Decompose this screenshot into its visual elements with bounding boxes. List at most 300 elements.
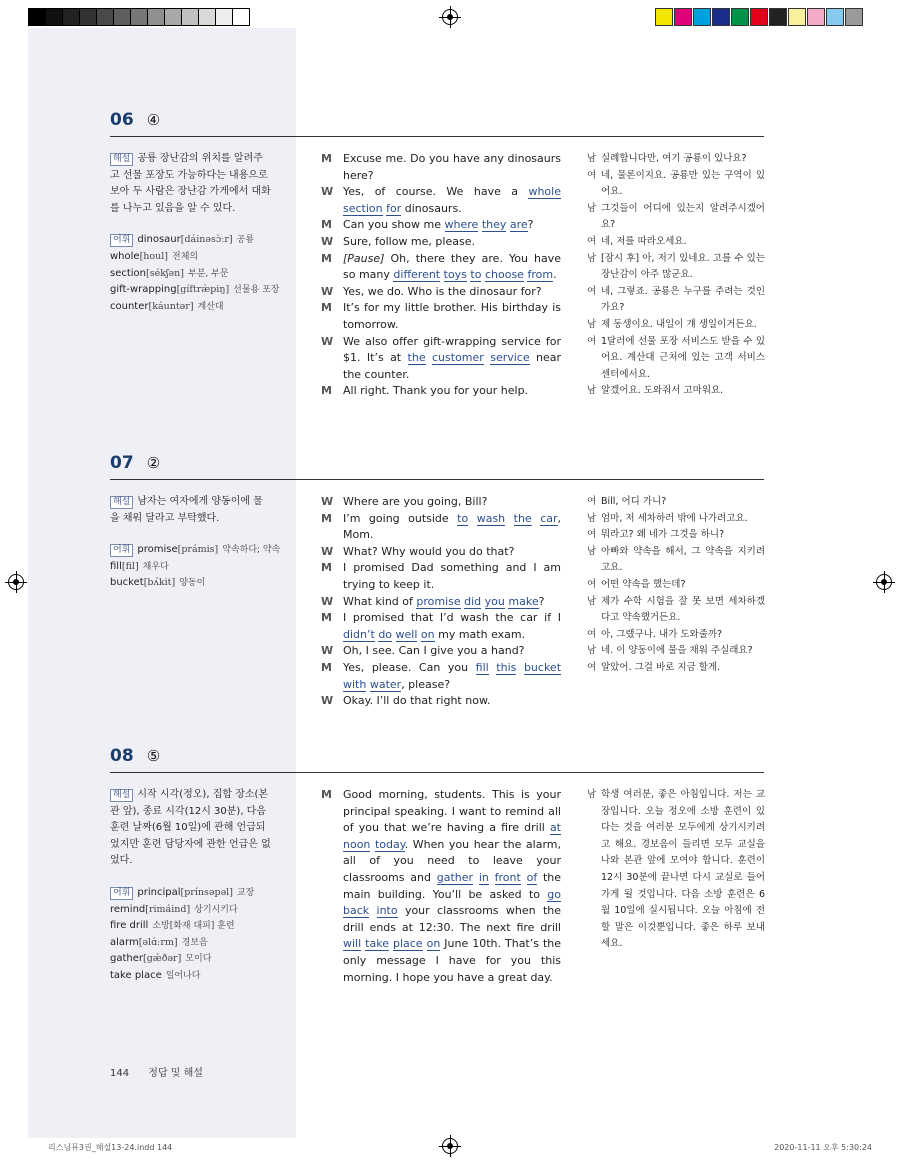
dialog-line <box>321 234 561 251</box>
dialog-fragment <box>468 512 476 525</box>
vocab-pronunciation: [fil] <box>121 560 139 572</box>
translation-line <box>587 511 765 528</box>
speaker-label: M <box>321 152 332 165</box>
dialog-line <box>321 511 561 544</box>
vocab-word: whole <box>110 250 140 262</box>
section-08-notes <box>110 787 272 985</box>
vocab-word: principal <box>137 886 181 898</box>
blank-answer: will <box>343 937 362 951</box>
translation-text: 제가 수학 시험을 잘 못 보면 세차하겠다고 약속했거든요. <box>601 595 765 624</box>
vocab-meaning: 상기시키다 <box>194 904 238 915</box>
section-07-dialog <box>321 494 561 710</box>
dialog-text <box>343 383 561 400</box>
translation-text: 어떤 약속을 했는데? <box>601 578 686 590</box>
gray-swatch <box>96 8 114 26</box>
vocab-word: counter <box>110 300 149 312</box>
dialog-fragment: Oh, I see. Can I give you a hand? <box>343 644 525 658</box>
dialog-fragment: . When you hear the alarm, all of you need to leave your classrooms and <box>343 837 561 884</box>
vocab-meaning: 전체의 <box>172 251 199 262</box>
section-rule <box>110 136 764 137</box>
dialog-fragment <box>369 904 376 917</box>
color-swatch <box>769 8 787 26</box>
vocab-item <box>110 282 280 299</box>
explanation-text: 남자는 여자에게 양동이에 물을 채워 달라고 부탁했다. <box>110 496 263 524</box>
speaker-label: 여 <box>587 169 597 181</box>
section-06-header <box>110 110 764 130</box>
blank-answer: make <box>508 594 539 608</box>
dialog-line <box>321 610 561 643</box>
color-swatch <box>750 8 768 26</box>
dialog-fragment: , please? <box>401 677 451 691</box>
translation-line <box>587 383 765 400</box>
translation-text: 네, 물론이지요. 공룡만 있는 구역이 있어요. <box>601 169 765 198</box>
answer-mark: ⑤ <box>146 747 161 765</box>
dialog-fragment: All right. Thank you for your help. <box>343 384 529 398</box>
blank-answer: toys <box>443 268 467 282</box>
vocab-list <box>110 885 272 985</box>
vocab-item <box>110 902 272 919</box>
blank-answer: to <box>457 511 469 525</box>
question-number: 07 <box>110 453 134 473</box>
blank-answer: did <box>464 594 482 608</box>
dialog-fragment: I’m going outside <box>343 511 458 525</box>
vocab-pronunciation: [prámis] <box>177 544 219 556</box>
vocab-list <box>110 542 281 592</box>
blank-answer: front <box>494 870 521 884</box>
blank-answer: on <box>420 627 435 641</box>
registration-mark-top <box>442 9 458 25</box>
blank-answer: where <box>444 218 479 232</box>
vocab-tag: 어휘 <box>110 234 133 247</box>
dialog-fragment: It’s for my little brother. His birthday is tomorrow. <box>343 301 561 331</box>
dialog-line <box>321 151 561 184</box>
explanation <box>110 494 272 527</box>
blank-answer: well <box>395 627 418 641</box>
blank-answer: fill <box>475 660 489 674</box>
blank-answer: with <box>343 677 367 691</box>
translation-text: Bill, 어디 가니? <box>601 496 667 507</box>
dialog-text <box>343 594 561 611</box>
dialog-line <box>321 300 561 333</box>
blank-answer: back <box>343 904 370 918</box>
translation-text: 알겠어요. 도와줘서 고마워요. <box>601 385 724 397</box>
translation-line <box>587 284 765 317</box>
speaker-label: W <box>321 644 334 658</box>
explanation-text: 시작 시각(정오), 집합 장소(본관 앞), 종료 시각(12시 30분), 다음 훈련 날짜(6월 10일)에 관해 언급되었지만 훈련 담당자에 관한 언급은 없었다. <box>110 789 271 867</box>
dialog-line <box>321 217 561 234</box>
blank-answer: water <box>369 677 402 691</box>
dialog-text <box>343 787 561 986</box>
color-swatch <box>826 8 844 26</box>
translation-text: 아, 그랬구나. 내가 도와줄까? <box>601 628 723 640</box>
vocab-meaning: 약속하다; 약속 <box>222 545 281 556</box>
translation-text: 아빠와 약속을 해서, 그 약속을 지키려고요. <box>601 545 765 574</box>
blank-answer: promise <box>416 594 461 608</box>
dialog-text <box>343 660 561 693</box>
vocab-item <box>110 299 272 316</box>
explanation-text: 공룡 장난감의 위치를 알려주고 선물 포장도 가능하다는 내용으로 보아 두 사람은 장난감 가게에서 대화를 나누고 있음을 알 수 있다. <box>110 153 271 214</box>
blank-answer: into <box>376 904 398 918</box>
vocab-item <box>110 249 272 266</box>
dialog-text <box>343 610 561 643</box>
vocab-pronunciation: [dáinəsɔ̀ːr] <box>180 234 233 246</box>
gray-swatch <box>113 8 131 26</box>
vocab-word: alarm <box>110 936 139 948</box>
speaker-label: 남 <box>587 202 597 214</box>
vocab-pronunciation: [gíftræ̀piŋ] <box>176 284 230 296</box>
translation-text: 제 동생이요. 내일이 걔 생일이거든요. <box>601 318 757 330</box>
section-08-dialog <box>321 787 561 986</box>
vocab-word: section <box>110 267 147 279</box>
speaker-label: 여 <box>587 285 597 297</box>
vocab-tag-line <box>110 232 272 249</box>
stage-direction: [Pause] <box>343 251 385 265</box>
gray-swatch <box>62 8 80 26</box>
translation-text: 네, 그렇죠. 공룡은 누구를 주려는 것인가요? <box>601 285 765 314</box>
speaker-label: 여 <box>587 335 597 347</box>
vocab-item <box>110 951 272 968</box>
dialog-line <box>321 643 561 660</box>
translation-line <box>587 151 765 168</box>
color-swatch <box>655 8 673 26</box>
dialog-fragment: June 10th. That’s the only message I have for you this morning. I hope you have a great day. <box>343 937 562 984</box>
dialog-text <box>343 544 561 561</box>
dialog-line <box>321 494 561 511</box>
dialog-fragment: Good morning, students. This is your principal speaking. I want to remind all of you that we’re having a fire drill <box>343 788 561 835</box>
translation-line <box>587 334 765 384</box>
dialog-fragment <box>505 512 513 525</box>
vocab-pronunciation: [rimáind] <box>145 903 191 915</box>
color-swatch <box>674 8 692 26</box>
dialog-text <box>343 334 561 384</box>
translation-line <box>587 787 765 953</box>
translation-line <box>587 660 765 677</box>
vocab-word: bucket <box>110 577 144 589</box>
dialog-line <box>321 594 561 611</box>
answer-mark: ② <box>146 454 161 472</box>
translation-line <box>587 527 765 544</box>
vocab-meaning: 공룡 <box>236 235 255 246</box>
dialog-fragment <box>489 871 495 884</box>
vocab-pronunciation: [káuntər] <box>148 300 194 312</box>
dialog-line <box>321 383 561 400</box>
speaker-label: 남 <box>587 645 597 657</box>
speaker-label: M <box>321 660 332 674</box>
blank-answer: the <box>513 511 532 525</box>
registration-mark-right <box>876 574 892 590</box>
dialog-fragment: What kind of <box>343 594 417 608</box>
explanation <box>110 787 272 870</box>
dialog-fragment: What? Why would you do that? <box>343 544 515 558</box>
grayscale-color-bar <box>28 8 249 26</box>
vocab-meaning: 양동이 <box>179 578 206 589</box>
section-rule <box>110 479 764 480</box>
translation-text: 그것들이 어디에 있는지 알려주시겠어요? <box>601 202 765 231</box>
speaker-label: W <box>321 594 334 608</box>
dialog-fragment: the main building. You’ll be asked to <box>343 870 562 901</box>
dialog-text <box>343 184 561 217</box>
dialog-fragment: ? <box>538 594 545 608</box>
speaker-label: M <box>321 218 332 232</box>
blank-answer: service <box>490 351 530 365</box>
dialog-fragment: Yes, please. Can you <box>343 660 476 674</box>
dialog-line <box>321 560 561 593</box>
explanation-tag: 해설 <box>110 496 133 509</box>
speaker-label: M <box>321 511 332 525</box>
blank-answer: to <box>470 268 482 282</box>
page-footer-label: 정답 및 해설 <box>148 1068 203 1079</box>
speaker-label: M <box>321 611 332 625</box>
speaker-label: W <box>321 234 334 248</box>
speaker-label: 여 <box>587 628 597 640</box>
speaker-label: 남 <box>587 512 597 524</box>
dialog-text <box>343 300 561 333</box>
answer-mark: ④ <box>146 111 161 129</box>
speaker-label: W <box>321 284 334 298</box>
blank-answer: go <box>547 887 561 901</box>
process-color-bar <box>655 8 864 26</box>
dialog-fragment: . <box>553 268 557 282</box>
dialog-text <box>343 217 561 234</box>
translation-line <box>587 494 765 511</box>
blank-answer: wash <box>476 511 506 525</box>
dialog-fragment <box>521 871 527 884</box>
dialog-line <box>321 284 561 301</box>
blank-answer: noon <box>343 837 371 851</box>
translation-text: 1달러에 선물 포장 서비스도 받을 수 있어요. 계산대 근처에 있는 고객 서비스 센터에서요. <box>601 335 765 380</box>
explanation <box>110 151 272 217</box>
speaker-label: W <box>321 495 334 508</box>
translation-text: 네, 저를 따라오세요. <box>601 235 687 247</box>
blank-answer: didn’t <box>343 627 375 641</box>
vocab-item <box>110 266 272 283</box>
section-06-translation <box>587 151 765 400</box>
dialog-fragment: I promised that I’d wash the car if I <box>343 611 561 625</box>
dialog-fragment: Excuse me. Do you have any dinosaurs here? <box>343 152 561 182</box>
dialog-line <box>321 334 561 384</box>
dialog-fragment: Okay. I’ll do that right now. <box>343 694 491 708</box>
dialog-fragment: near the counter. <box>343 351 562 381</box>
vocab-meaning: 부분, 부문 <box>188 268 229 279</box>
vocab-item <box>110 968 272 985</box>
color-swatch <box>788 8 806 26</box>
speaker-label: M <box>321 384 332 398</box>
translation-text: 네. 이 양동이에 물을 채워 주실래요? <box>601 645 753 657</box>
translation-text: 뭐라고? 왜 네가 그것을 하니? <box>601 529 725 541</box>
print-slug-file: 리스닝뮤3권_해설13-24.indd 144 <box>48 1143 173 1152</box>
dialog-fragment: , Mom. <box>343 511 561 542</box>
speaker-label: 여 <box>587 578 597 590</box>
blank-answer: do <box>378 627 393 641</box>
translation-line <box>587 251 765 284</box>
gray-swatch <box>79 8 97 26</box>
vocab-meaning: 교장 <box>236 887 255 898</box>
section-06-dialog <box>321 151 561 400</box>
vocab-pronunciation: [əlɑ́ːrm] <box>138 936 178 948</box>
gray-swatch <box>45 8 63 26</box>
print-slug-date: 2020-11-11 오후 5:30:24 <box>774 1143 872 1152</box>
vocab-meaning: 경보음 <box>181 937 208 948</box>
blank-answer: on <box>426 937 441 951</box>
color-swatch <box>712 8 730 26</box>
vocab-pronunciation: [houl] <box>139 250 168 262</box>
blank-answer: customer <box>432 351 484 365</box>
section-07-notes <box>110 494 281 592</box>
dialog-text <box>343 643 561 660</box>
color-swatch <box>731 8 749 26</box>
gray-swatch <box>181 8 199 26</box>
gray-swatch <box>215 8 233 26</box>
speaker-label: 남 <box>587 252 597 264</box>
blank-answer: this <box>496 660 517 674</box>
section-08-translation <box>587 787 765 953</box>
translation-text: [잠시 후] 아, 저기 있네요. 고를 수 있는 장난감이 아주 많군요. <box>601 252 765 281</box>
vocab-word: gift-wrapping <box>110 284 177 296</box>
blank-answer: different <box>393 268 441 282</box>
vocab-pronunciation: [gǽðər] <box>143 953 182 965</box>
dialog-text <box>343 560 561 593</box>
dialog-fragment: Oh, there they are. You have so many <box>343 251 561 282</box>
vocab-word: dinosaur <box>137 234 181 246</box>
blank-answer: whole <box>528 185 561 199</box>
dialog-fragment <box>392 628 396 641</box>
dialog-line <box>321 660 561 693</box>
section-06-notes <box>110 151 280 315</box>
vocab-word: gather <box>110 953 143 965</box>
gray-swatch <box>164 8 182 26</box>
blank-answer: take <box>365 937 389 951</box>
vocab-tag-line <box>110 542 281 559</box>
speaker-label: 남 <box>587 789 597 800</box>
dialog-fragment: my math exam. <box>434 627 526 641</box>
translation-text: 엄마, 저 세차하러 밖에 나가려고요. <box>601 512 748 524</box>
dialog-text <box>343 284 561 301</box>
vocab-meaning: 선물용 포장 <box>233 285 280 296</box>
vocab-word: take place <box>110 969 162 981</box>
dialog-line <box>321 544 561 561</box>
blank-answer: at <box>549 821 561 835</box>
blank-answer: from <box>527 268 554 282</box>
dialog-fragment: We also offer gift-wrapping service for $1. It’s at <box>343 334 561 365</box>
translation-line <box>587 643 765 660</box>
translation-line <box>587 544 765 577</box>
section-07-translation <box>587 494 765 677</box>
speaker-label: 남 <box>587 545 597 557</box>
dialog-fragment: Yes, we do. Who is the dinosaur for? <box>343 284 542 298</box>
dialog-text <box>343 251 561 284</box>
vocab-item <box>110 559 272 576</box>
speaker-label: M <box>321 251 332 265</box>
blank-answer: today <box>374 837 405 851</box>
explanation-tag: 해설 <box>110 789 133 802</box>
dialog-text <box>343 234 561 251</box>
translation-line <box>587 168 765 201</box>
translation-line <box>587 627 765 644</box>
gray-swatch <box>232 8 250 26</box>
dialog-line <box>321 251 561 284</box>
translation-text: 실례합니다만, 여기 공룡이 있나요? <box>601 153 747 164</box>
speaker-label: 여 <box>587 661 597 673</box>
blank-answer: place <box>392 937 423 951</box>
page-footer <box>110 1064 219 1079</box>
blank-answer: for <box>386 201 402 215</box>
vocab-item <box>110 918 272 935</box>
translation-line <box>587 594 765 627</box>
dialog-fragment <box>532 512 540 525</box>
page-number: 144 <box>110 1068 130 1079</box>
speaker-label: 여 <box>587 529 597 541</box>
vocab-pronunciation: [sékʃən] <box>146 267 185 279</box>
gray-swatch <box>147 8 165 26</box>
section-08-header <box>110 746 764 766</box>
speaker-label: 남 <box>587 385 597 397</box>
translation-line <box>587 201 765 234</box>
dialog-fragment: I promised Dad something and I am trying to keep it. <box>343 561 561 591</box>
registration-mark-left <box>8 574 24 590</box>
question-number: 08 <box>110 746 134 766</box>
vocab-word: fill <box>110 560 122 572</box>
vocab-meaning: 모이다 <box>185 954 212 965</box>
speaker-label: 남 <box>587 318 597 330</box>
vocab-pronunciation: [prínsəpəl] <box>180 886 233 898</box>
vocab-tag: 어휘 <box>110 887 133 900</box>
blank-answer: car <box>540 511 558 525</box>
speaker-label: W <box>321 185 334 199</box>
speaker-label: M <box>321 788 332 801</box>
blank-answer: section <box>343 201 383 215</box>
blank-answer: are <box>509 218 528 232</box>
dialog-fragment: Where are you going, Bill? <box>343 495 488 508</box>
vocab-item <box>110 575 272 592</box>
color-swatch <box>845 8 863 26</box>
dialog-text <box>343 511 561 544</box>
vocab-tag-line <box>110 885 272 902</box>
explanation-tag: 해설 <box>110 153 133 166</box>
dialog-fragment: ? <box>527 218 534 232</box>
dialog-line <box>321 184 561 217</box>
blank-answer: the <box>407 351 426 365</box>
blank-answer: in <box>478 870 489 884</box>
blank-answer: gather <box>436 870 474 884</box>
dialog-text <box>343 693 561 710</box>
vocab-tag: 어휘 <box>110 544 133 557</box>
blank-answer: choose <box>484 268 524 282</box>
speaker-label: W <box>321 334 334 348</box>
dialog-fragment: your classrooms when the drill ends at 12:30. The next fire drill <box>343 904 561 934</box>
gray-swatch <box>28 8 46 26</box>
blank-answer: you <box>484 594 505 608</box>
translation-line <box>587 317 765 334</box>
dialog-line <box>321 693 561 710</box>
speaker-label: W <box>321 544 334 558</box>
speaker-label: M <box>321 561 332 575</box>
dialog-fragment: Sure, follow me, please. <box>343 234 475 248</box>
color-swatch <box>807 8 825 26</box>
dialog-line <box>321 787 561 986</box>
speaker-label: 남 <box>587 153 597 164</box>
dialog-text <box>343 494 561 511</box>
speaker-label: W <box>321 694 334 708</box>
vocab-meaning: 일어나다 <box>165 970 201 981</box>
translation-text: 학생 여러분, 좋은 아침입니다. 저는 교장입니다. 오늘 정오에 소방 훈련이 있다는 것을 여러분 모두에게 상기시키려고 해요. 경보음이 들리면 모두 교실을 나와 본관 앞에 모여야 합니다. 훈련이 12시 30분에 끝나면 다시 교실로 들어가게 될 것입니다. 다음 소방 훈련은 6월 10일에 실시됩니다. 오늘 아침에 전할 말은 이것뿐입니다. 좋은 하루 보내세요. <box>601 789 765 950</box>
speaker-label: 여 <box>587 496 597 507</box>
speaker-label: 여 <box>587 235 597 247</box>
speaker-label: M <box>321 301 332 315</box>
blank-answer: they <box>481 218 507 232</box>
vocab-meaning: 소방[화재 대피] 훈련 <box>152 921 235 932</box>
gray-swatch <box>130 8 148 26</box>
translation-line <box>587 234 765 251</box>
